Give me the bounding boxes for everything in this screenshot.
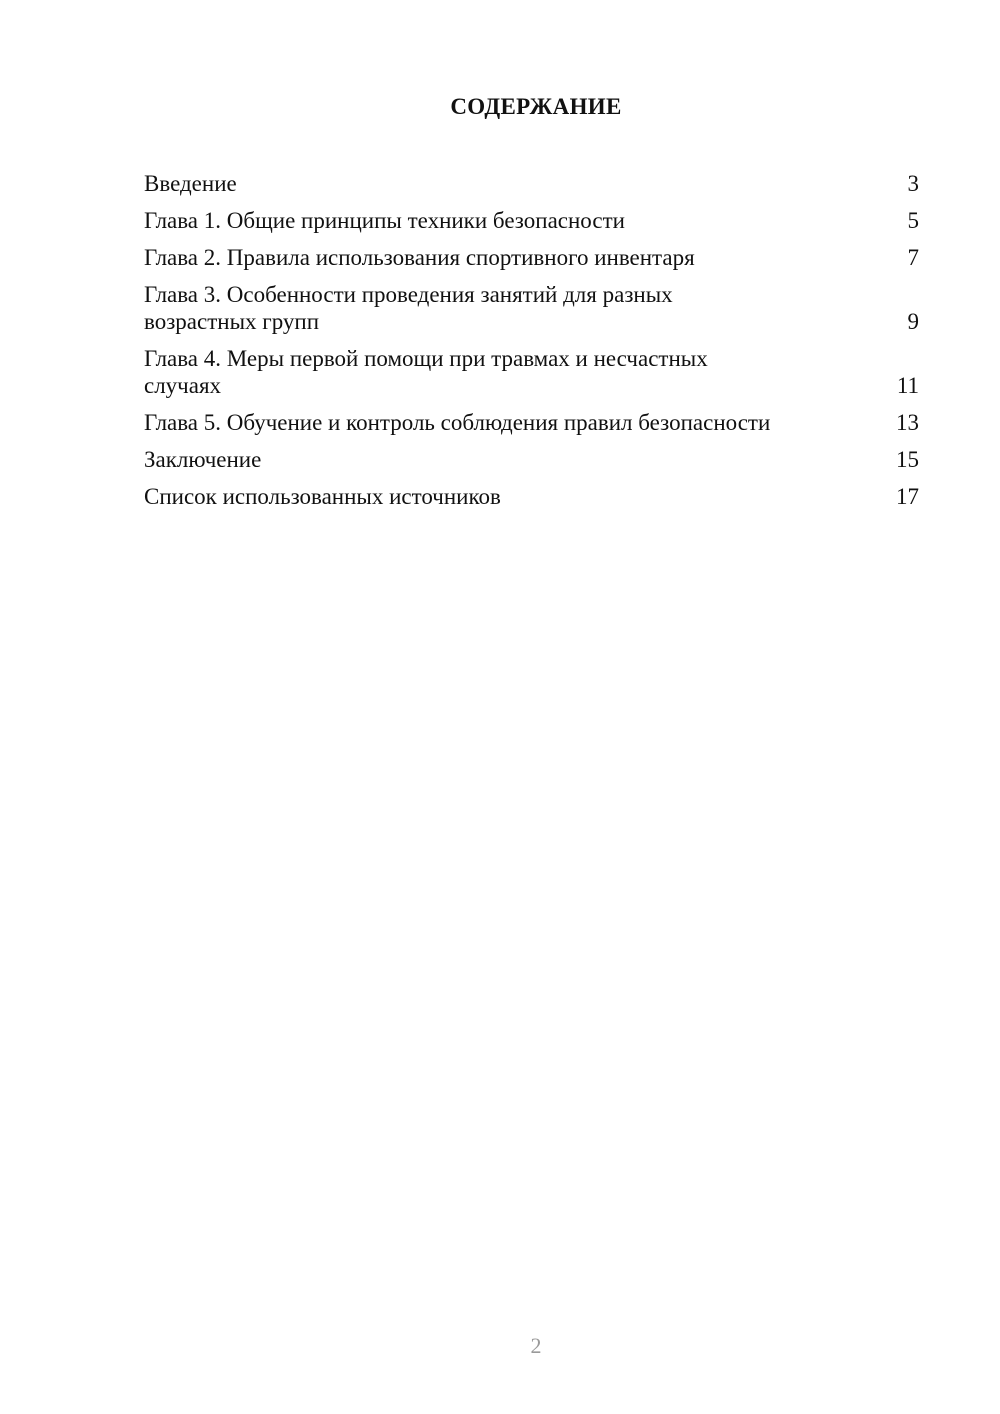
toc-entry-title: Введение bbox=[144, 171, 237, 196]
toc-entry-title: Глава 5. Обучение и контроль соблюдения правил безопасности bbox=[144, 410, 771, 435]
page-number: 2 bbox=[530, 1333, 542, 1358]
toc-entry-page: 9 bbox=[907, 309, 919, 334]
toc-entry-page: 5 bbox=[907, 208, 919, 233]
toc-entry-page: 17 bbox=[896, 484, 919, 509]
toc-entry-title: Глава 3. Особенности проведения занятий для разных возрастных групп bbox=[144, 282, 673, 334]
toc-entry-conclusion[interactable] bbox=[144, 446, 919, 473]
toc-entry-chapter-2[interactable] bbox=[144, 244, 919, 271]
toc-entry-chapter-3[interactable] bbox=[144, 281, 919, 335]
toc-entry-chapter-1[interactable] bbox=[144, 207, 919, 234]
toc-entry-page: 15 bbox=[896, 447, 919, 472]
toc-entry-page: 11 bbox=[896, 373, 919, 398]
toc-entry-title: Список использованных источников bbox=[144, 484, 501, 509]
toc-entry-introduction[interactable] bbox=[144, 170, 919, 197]
toc-entry-chapter-5[interactable] bbox=[144, 409, 919, 436]
toc-entry-chapter-4[interactable] bbox=[144, 345, 919, 399]
toc-entry-references[interactable] bbox=[144, 483, 919, 510]
toc-entry-page: 13 bbox=[896, 410, 919, 435]
toc-entry-page: 7 bbox=[907, 245, 919, 270]
table-of-contents bbox=[144, 170, 919, 520]
toc-entry-title: Глава 4. Меры первой помощи при травмах и несчастных случаях bbox=[144, 346, 708, 398]
toc-entry-title: Глава 1. Общие принципы техники безопасности bbox=[144, 208, 625, 233]
toc-entry-title: Глава 2. Правила использования спортивного инвентаря bbox=[144, 245, 695, 270]
toc-entry-title: Заключение bbox=[144, 447, 262, 472]
toc-entry-page: 3 bbox=[907, 171, 919, 196]
page-title: СОДЕРЖАНИЕ bbox=[450, 94, 622, 119]
